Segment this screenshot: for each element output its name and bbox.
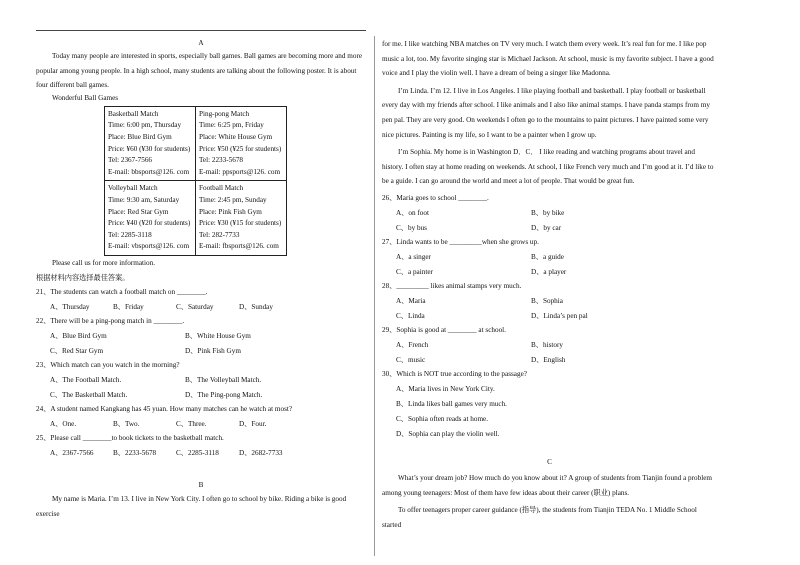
poster-line: Tel: 282-7733 bbox=[199, 230, 240, 239]
question-stem: 27、Linda wants to be _________when she grows up. bbox=[382, 237, 539, 246]
option-a[interactable]: A、a singer bbox=[396, 252, 431, 261]
option-b[interactable]: B、2233-5678 bbox=[113, 448, 157, 457]
section-b-title: B bbox=[198, 480, 204, 489]
option-a[interactable]: A、The Football Match. bbox=[50, 375, 122, 384]
options-row bbox=[36, 420, 366, 429]
section-b-para3: I’m Sophia. My home is in Washington D．C． I like reading and watching programs about travel and history. I often stay at home reading on weekends. At school, I like French very much and I’m good at it. I’d like to be a guide. I can go around the world and meet a lot of people. That would be great fun. bbox=[382, 148, 714, 186]
option-a[interactable]: A、Blue Bird Gym bbox=[50, 331, 107, 340]
poster-cell-football bbox=[196, 181, 287, 256]
poster-line: Place: Blue Bird Gym bbox=[108, 132, 172, 141]
option-c[interactable]: C、Saturday bbox=[176, 302, 214, 311]
poster-line: E-mail: vbsports@126. com bbox=[108, 242, 190, 251]
poster-line: Price: ¥30 (¥15 for students) bbox=[199, 219, 282, 228]
option-b[interactable]: B、Two. bbox=[113, 419, 140, 428]
option-c[interactable]: C、Linda bbox=[396, 311, 425, 320]
poster-line: Place: Red Star Gym bbox=[108, 207, 169, 216]
question-stem: 29、Sophia is good at ________ at school. bbox=[382, 325, 506, 334]
option-a[interactable]: A、French bbox=[396, 340, 429, 349]
option-b[interactable]: B、by bike bbox=[531, 208, 565, 217]
options-row bbox=[382, 224, 717, 233]
call-us-text: Please call us for more information. bbox=[52, 258, 155, 267]
poster-line: E-mail: fbsports@126. com bbox=[199, 242, 279, 251]
instruction-text: 根据材料内容选择最佳答案。 bbox=[36, 273, 130, 282]
section-c-para1: What’s your dream job? How much do you know about it? A group of students from Tianjin found a problem among young teenagers: Most of them have few ideas about their career (职业) plans. bbox=[382, 473, 713, 497]
options-row bbox=[382, 253, 717, 262]
poster-cell-volleyball bbox=[105, 181, 196, 256]
option-d[interactable]: D、2682-7733 bbox=[239, 448, 283, 457]
question-stem: 25、Please call ________to book tickets to the basketball match. bbox=[36, 433, 224, 442]
options-row bbox=[382, 312, 717, 321]
section-a-title: A bbox=[198, 39, 204, 47]
poster-cell-basketball bbox=[105, 106, 196, 181]
options-row bbox=[382, 356, 717, 365]
option-c[interactable]: C、The Basketball Match. bbox=[50, 390, 128, 399]
poster-line: Place: White House Gym bbox=[199, 132, 273, 141]
options-row bbox=[382, 341, 717, 350]
poster-table bbox=[104, 106, 287, 256]
section-b-para2: I’m Linda. I’m 12. I live in Los Angeles. I like playing football and basketball. I play football or basketball every day with my friends after school. I like animals and I also like animal stamps. I have panda stamps from my pen pal. They are very good. On weekends I often go to the mountains to paint pictures. I have painted some very nice pictures. Painting is my life, so I want to be a painter when I grow up. bbox=[382, 86, 710, 139]
option-a[interactable]: A、Maria lives in New York City. bbox=[396, 384, 495, 393]
poster-line: Basketball Match bbox=[108, 109, 159, 118]
option-d[interactable]: D、Pink Fish Gym bbox=[185, 346, 241, 355]
option-b[interactable]: B、White House Gym bbox=[185, 331, 251, 340]
question-stem: 23、Which match can you watch in the morning? bbox=[36, 360, 180, 369]
question-stem: 21、The students can watch a football match on ________. bbox=[36, 287, 208, 296]
question-stem: 26、Maria goes to school ________. bbox=[382, 193, 489, 202]
option-b[interactable]: B、Friday bbox=[113, 302, 144, 311]
section-c-title: C bbox=[547, 457, 552, 466]
column-divider bbox=[374, 36, 375, 556]
question-22 bbox=[36, 317, 366, 356]
poster-line: Volleyball Match bbox=[108, 184, 158, 193]
question-26 bbox=[382, 194, 717, 233]
poster-line: E-mail: bbsports@126. com bbox=[108, 167, 190, 176]
option-d[interactable]: D、by car bbox=[531, 223, 562, 232]
option-c[interactable]: C、a painter bbox=[396, 267, 433, 276]
question-23 bbox=[36, 361, 366, 400]
options-row bbox=[382, 209, 717, 218]
option-c[interactable]: C、by bus bbox=[396, 223, 427, 232]
poster-line: Time: 6:00 pm, Thursday bbox=[108, 121, 182, 130]
poster-line: Price: ¥40 (¥20 for students) bbox=[108, 219, 191, 228]
section-b-para1-cont: for me. I like watching NBA matches on TV very much. I watch them every week. It’s real fun for me. I like pop music a lot, too. My favorite singing star is Michael Jackson. At school, music is my favorite subject. I have a good voice and I play the violin well. I have a dream of being a singer like Madonna. bbox=[382, 40, 714, 78]
option-d[interactable]: D、Four. bbox=[239, 419, 267, 428]
poster-line: Ping-pong Match bbox=[199, 109, 250, 118]
section-a-intro: Today many people are interested in sports, especially ball games. Ball games are becoming more and more popular among young people. In a high school, many students are talking about the following poster. It is about four different ball games. bbox=[36, 52, 363, 90]
question-stem: 28、_________ likes animal stamps very much. bbox=[382, 281, 522, 290]
option-c[interactable]: C、Sophia often reads at home. bbox=[396, 414, 489, 423]
section-b-para1-start: My name is Maria. I’m 13. I live in New York City. I often go to school by bike. Riding a bike is good exercise bbox=[36, 494, 347, 518]
question-27 bbox=[382, 238, 717, 277]
poster-line: Tel: 2285-3118 bbox=[108, 230, 152, 239]
option-a[interactable]: A、2367-7566 bbox=[50, 448, 94, 457]
poster-line: Tel: 2233-5678 bbox=[199, 156, 244, 165]
poster-line: Time: 2:45 pm, Sunday bbox=[199, 195, 267, 204]
question-25 bbox=[36, 434, 366, 458]
option-b[interactable]: B、Sophia bbox=[531, 296, 563, 305]
options-row bbox=[382, 268, 717, 277]
option-a[interactable]: A、One. bbox=[50, 419, 77, 428]
option-d[interactable]: D、Sunday bbox=[239, 302, 273, 311]
question-21 bbox=[36, 288, 366, 312]
question-stem: 24、A student named Kangkang has 45 yuan. How many matches can he watch at most? bbox=[36, 404, 293, 413]
poster-line: E-mail: ppsports@126. com bbox=[199, 167, 281, 176]
option-d[interactable]: D、Sophia can play the violin well. bbox=[396, 429, 500, 438]
poster-line: Time: 9:30 am, Saturday bbox=[108, 195, 180, 204]
options-row bbox=[36, 347, 366, 356]
option-b[interactable]: B、The Volleyball Match. bbox=[185, 375, 262, 384]
question-28 bbox=[382, 282, 717, 321]
question-29 bbox=[382, 326, 717, 365]
option-d[interactable]: D、a player bbox=[531, 267, 567, 276]
poster-cell-pingpong bbox=[196, 106, 287, 181]
option-c[interactable]: C、music bbox=[396, 355, 426, 364]
left-column bbox=[36, 30, 366, 521]
options-row bbox=[36, 332, 366, 341]
option-d[interactable]: D、English bbox=[531, 355, 566, 364]
question-30 bbox=[382, 370, 717, 439]
option-d[interactable]: D、The Ping-pong Match. bbox=[185, 390, 263, 399]
question-24 bbox=[36, 405, 366, 429]
option-c[interactable]: C、Red Star Gym bbox=[50, 346, 104, 355]
poster-title: Wonderful Ball Games bbox=[52, 93, 119, 102]
option-a[interactable]: A、on foot bbox=[396, 208, 429, 217]
option-d[interactable]: D、Linda’s pen pal bbox=[531, 311, 588, 320]
options-row bbox=[36, 391, 366, 400]
options-row bbox=[36, 376, 366, 385]
question-stem: 22、There will be a ping-pong match in ________. bbox=[36, 316, 185, 325]
options-row bbox=[382, 297, 717, 306]
options-row bbox=[36, 449, 366, 458]
option-b[interactable]: B、a guide bbox=[531, 252, 564, 261]
right-column bbox=[382, 37, 717, 532]
poster-line: Time: 6:25 pm, Friday bbox=[199, 121, 264, 130]
poster-line: Price: ¥50 (¥25 for students) bbox=[199, 144, 282, 153]
poster-line: Football Match bbox=[199, 184, 244, 193]
option-a[interactable]: A、Thursday bbox=[50, 302, 90, 311]
option-c[interactable]: C、2285-3118 bbox=[176, 448, 219, 457]
poster-line: Tel: 2367-7566 bbox=[108, 156, 153, 165]
options-row bbox=[36, 303, 366, 312]
option-c[interactable]: C、Three. bbox=[176, 419, 207, 428]
option-a[interactable]: A、Maria bbox=[396, 296, 426, 305]
poster-line: Place: Pink Fish Gym bbox=[199, 207, 262, 216]
poster-line: Price: ¥60 (¥30 for students) bbox=[108, 144, 191, 153]
option-b[interactable]: B、Linda likes ball games very much. bbox=[396, 399, 507, 408]
section-c-para2: To offer teenagers proper career guidance (指导), the students from Tianjin TEDA No. 1 Middle School started bbox=[382, 506, 697, 529]
option-b[interactable]: B、history bbox=[531, 340, 563, 349]
question-stem: 30、Which is NOT true according to the passage? bbox=[382, 369, 527, 378]
